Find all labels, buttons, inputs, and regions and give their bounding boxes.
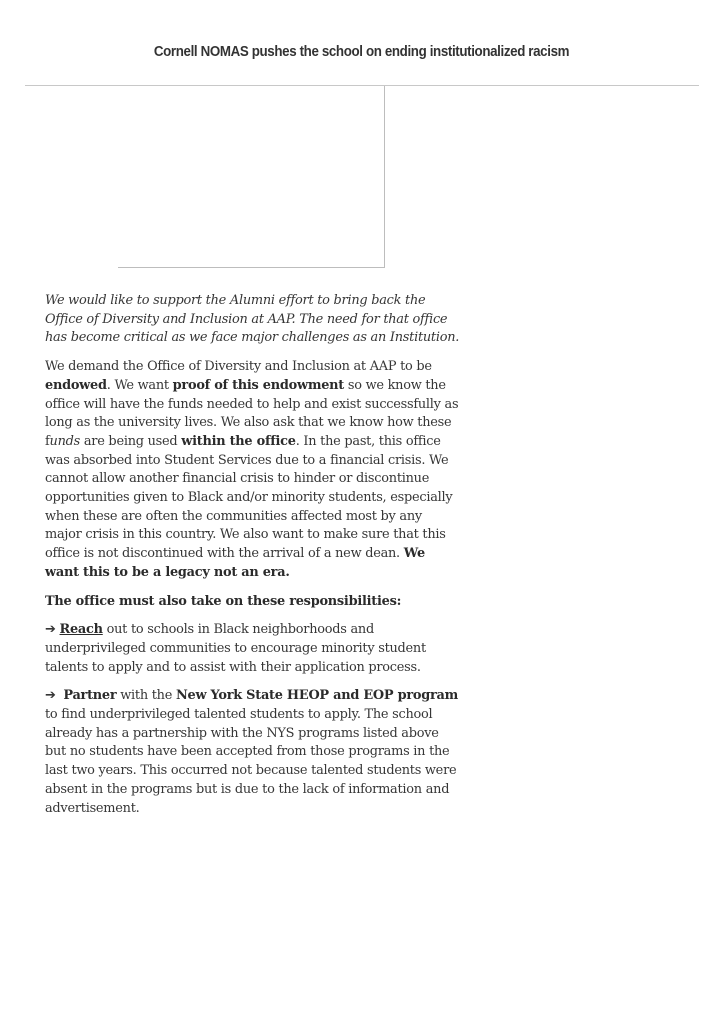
bullet-reach-text: out to schools in Black neighborhoods and underprivileged communities to encourage minority student talents to apply and to assist with their application process. bbox=[45, 622, 426, 675]
demand-bold-proof: proof of this endowment bbox=[172, 377, 345, 393]
bullet-reach-lead: Reach bbox=[59, 622, 103, 638]
bullet-reach bbox=[45, 621, 461, 677]
responsibilities-heading-text: The office must also take on these responsibilities: bbox=[45, 593, 402, 609]
intro-paragraph: We would like to support the Alumni effort to bring back the Office of Diversity and Inclusion at AAP. The need for that office has become critical as we face major challenges as an Institution. bbox=[45, 293, 460, 346]
article-headline: Cornell NOMAS pushes the school on ending institutionalized racism bbox=[153, 44, 570, 60]
demand-bold-legacy: We want this to be a legacy not an era. bbox=[45, 546, 425, 580]
demand-italic-funds: unds bbox=[49, 433, 81, 449]
article-image-placeholder bbox=[118, 86, 385, 268]
demand-bold-endowed: endowed bbox=[45, 377, 107, 393]
demand-text: so we know the office will have the funds needed to help and exist successfully as long as the university lives. We also ask that we know how these f bbox=[45, 377, 459, 449]
demand-text: We demand the Office of Diversity and Inclusion at AAP to be bbox=[45, 359, 432, 375]
responsibilities-heading bbox=[45, 593, 461, 612]
bullet-partner-lead: Partner bbox=[63, 688, 117, 704]
demand-bold-within-office: within the office bbox=[181, 433, 296, 449]
demand-text: . We want bbox=[106, 377, 173, 393]
article-body bbox=[45, 292, 461, 818]
arrow-right-icon: ➔ bbox=[45, 688, 56, 704]
demand-paragraph bbox=[45, 358, 461, 582]
bullet-partner-text: to find underprivileged talented students to apply. The school already has a partnership with the NYS programs listed above but no students have been accepted from those programs in the last two years. This occurred not because talented students were absent in the programs but is due to the lack of information and advertisement. bbox=[45, 707, 457, 816]
bullet-partner-text: with the bbox=[116, 688, 176, 704]
demand-text: are being used bbox=[80, 433, 182, 449]
arrow-right-icon: ➔ bbox=[45, 622, 56, 638]
bullet-partner-bold-program: New York State HEOP and EOP program bbox=[175, 688, 459, 704]
demand-text: . In the past, this office was absorbed into Student Services due to a financial crisis. We cannot allow another financial crisis to hinder or discontinue opportunities given to Black and/or minority students, especially when these are often the communities affected most by any major crisis in this country. We also want to make sure that this office is not discontinued with the arrival of a new dean. bbox=[45, 433, 453, 562]
bullet-partner bbox=[45, 687, 461, 818]
